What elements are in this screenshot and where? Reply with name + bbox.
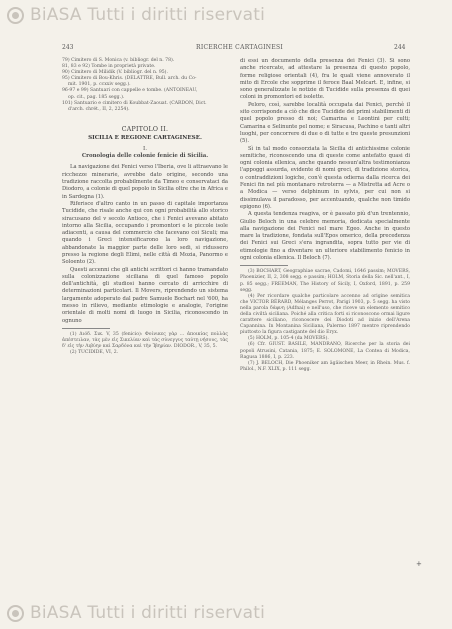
right-column xyxy=(240,58,410,373)
footnote: (7) J. BELOCH, Die Phoeniker am ägäischen Meer, in Rhein. Mus. f. Philol., N.F. XLIX, p. 111 segg. xyxy=(240,360,410,372)
footnote: (6) Cfr. GIUST. BASILE, MANDRANO, Ricerche per la storia dei popoli Atrusini, Catania, 1875; E. SOLOMONE, La Contea di Modica, Ragusa 1886, I, p. 223. xyxy=(240,342,410,360)
list-item: 81, 83 e 92) Tombe in proprietà private. xyxy=(62,64,156,70)
footnote: (4) Per ricordare qualche particolare accenno ad origine semitica che VICTOR BÉRARD, Mélanges Perrot, Parigi 1903, p. 5 segg. ha visto nella parola δάφνη (Adfnai) e nell'uso, che riceve un elemento semitico della civiltà siciliana. Poiché alla critica forti si riconoscono ormai ligure carattere siciliano, riconoscere dei Diodoti ad inizio dell'Arena Capannina. In Montanina Siciliana, Palermo 1897 mentre riprendendo piuttosto la figura castigante del dio Eryx. xyxy=(240,293,410,336)
watermark-text: BiASA Tutti i diritti riservati xyxy=(30,5,266,25)
chapter-title: SICILIA E REGIONE CARTAGINESE. xyxy=(88,134,202,141)
footnote-divider xyxy=(240,265,288,266)
list-item: op. cit., pag. 185 segg.). xyxy=(68,94,125,100)
list-item: 90) Cimitero di Milidik (V. bibliogr. del n. 95). xyxy=(62,70,168,76)
footnote: (3) BOCHART, Geographiae sacrae, Cadomi, 1646 passim; MOVERS, Phoenizier, II, 2, 308 segg. e passim; HOLM, Storia della Sic. nell'ant., I, p. 85 segg.; FREEMAN, The History of Sicily, I, Oxford, 1891, p. 259 segg. xyxy=(240,269,410,293)
footnotes-right xyxy=(240,269,410,373)
body-paragraph: Peloro, così, sarebbe località occupata dai Fenici, perchè il sito corrisponde a ciò che dice Tucidide dei primi stabilimenti di quel popolo presso di noi; Camarina e Leontini per culti; Camarina e Selinunte pel nome; e Siracusa, Pachino e tanti altri luoghi, per concorrere di due o di tutte e tre queste presunzioni (5). xyxy=(240,101,410,145)
watermark-seal-icon xyxy=(7,605,24,622)
page-number-left: 243 xyxy=(62,44,74,51)
watermark-bottom xyxy=(0,600,452,626)
list-item: 95) Cimitero di Bou-Khris. (DELATTRE, Bull. arch. du Co- xyxy=(62,76,197,82)
footnote-divider xyxy=(62,328,110,329)
list-item: 96-97 e 99) Santuari con cappelle e tombe. (ANTOINEAU, xyxy=(62,88,198,94)
footnotes-left xyxy=(62,332,228,356)
body-paragraph: La navigazione dei Fenici verso l'Iberia, ove li attraevano le ricchezze minerarie, avrebbe dato origine, secondo una tradizione raccolta probabilmente da Timeo e conservataci da Diodoro, a colonie di quel popolo in Sicilia oltre che in Africa e in Sardegna (1). xyxy=(62,164,228,200)
watermark-text: BiASA Tutti i diritti riservati xyxy=(30,603,266,623)
page-number-right: 244 xyxy=(394,44,406,51)
body-paragraph: Riferisce d'altro canto in un passo di capitale importanza Tucidide, che risale anche qui con ogni probabilità allo storico siracusano del v secolo Antioco, che i Fenici avevano abitato intorno alla Sicilia, occupando i promontori e le piccole isole adiacenti, a causa del commercio che facevano coi Siculi; ma quando i Greci intensificarono la loro navigazione, abbandonate la maggior parte delle loro sedi, si ridussero presso la regione degli Elimi, nelle città di Mozia, Panormo e Soloento (2). xyxy=(62,200,228,266)
list-item: 101) Santuario e cimitero di Koubbat-Zaouat. (CARDON, Dict. xyxy=(62,100,207,106)
body-paragraph: Questi accenni che gli antichi scrittori ci hanno tramandato sulla colonizzazione siciliana di quel famoso popolo dell'antichità, gli studiosi hanno cercato di arricchire di determinazioni particolari. Il Movers, riprendendo un sistema largamente adoperato dal padre Samuele Bochart nel '600, ha messo in rilievo, mediante etimologie e analogie, l'origine orientale di molti nomi di luogo in Sicilia, riconoscendo in ognuno xyxy=(62,266,228,324)
footnote: (5) HOLM, p. 105-4 (da MOVERS). xyxy=(248,336,329,342)
margin-mark: + xyxy=(416,560,422,568)
chapter-heading: CAPITOLO II. xyxy=(121,125,169,133)
body-paragraph: di essi un documento della presenza dei Fenici (3). Si sono anche ricercate, ad attestare la presenza di questo popolo, forme religiose orientali (4), fra le quali viene annoverato il mito di Ercole che sopprime il feroce Baal Melcart. E, infine, si sono generalizzate le notizie di Tucidide sulla presenza di quei coloni in promontori ed isolette. xyxy=(240,58,410,101)
footnote: (2) TUCIDIDE, VI, 2. xyxy=(70,350,119,356)
list-item: d'arch. chrét., II, 2, 2254). xyxy=(68,106,130,112)
list-item: mit. 1901, p. ccxxiv segg.). xyxy=(68,82,131,88)
body-paragraph: A questa tendenza reagiva, or è passato più d'un trentennio, Giulio Beloch in una celebre memoria, dedicata specialmente alla navigazione dei Fenici nel mare Egeo. Anche in questo mare la tradizione, fondata sull'Epos omerico, della precedenza dei Fenici sui Greci s'era ingrandita, sopra tutto per vie di etimologie fino a diventare un ulteriore stabilimento fenicio in ogni colonia ellenica. Il Beloch (7). xyxy=(240,211,410,262)
running-title: RICERCHE CARTAGINESI xyxy=(196,44,284,51)
list-item: 79) Cimitero di S. Monica (v. bibliogr. del n. 78). xyxy=(62,58,175,63)
section-number: I. xyxy=(143,145,147,152)
site-list xyxy=(62,58,228,113)
footnote: (1) Διόδ. Σικ. V, 35 (fenicio): Φοίνικες γὰρ ... ἀποικίας πολλὰς ἀπέστειλαν, τὰς μὲν εἰς Σικελίαν καὶ τὰς σύνεγγυς ταύτῃ νήσους, τὰς δ' εἰς τὴν Λιβύην καὶ Σαρδόνα καὶ τὴν Ἰβηρίαν. DIODOR., V, 35, 5. xyxy=(62,331,228,350)
watermark-seal-icon xyxy=(7,7,24,24)
watermark-top xyxy=(0,2,452,28)
body-paragraph: Sì in tal modo consorziata la Sicilia di antichissime colonie semitiche, riconoscendo una di queste come antefatto quasi di ogni colonia ellenica, anche quando nessun'altra testimonianza l'appoggi assurda, evidente di nomi greci, di tradizione storica, o contraddizioni logiche, con'è questa odierna dalla ricerca dei Fenici fin nel più montanaro retroterra — a Mistretta ad Acre o a Modica — verso delphinum in sylvis, per cui non si dissimulava il paradosso, per accentuando, qualche non timido epigono (6). xyxy=(240,145,410,210)
section-title: Cronologia delle colonie fenicie di Sicilia. xyxy=(81,153,209,160)
left-column xyxy=(62,58,228,356)
